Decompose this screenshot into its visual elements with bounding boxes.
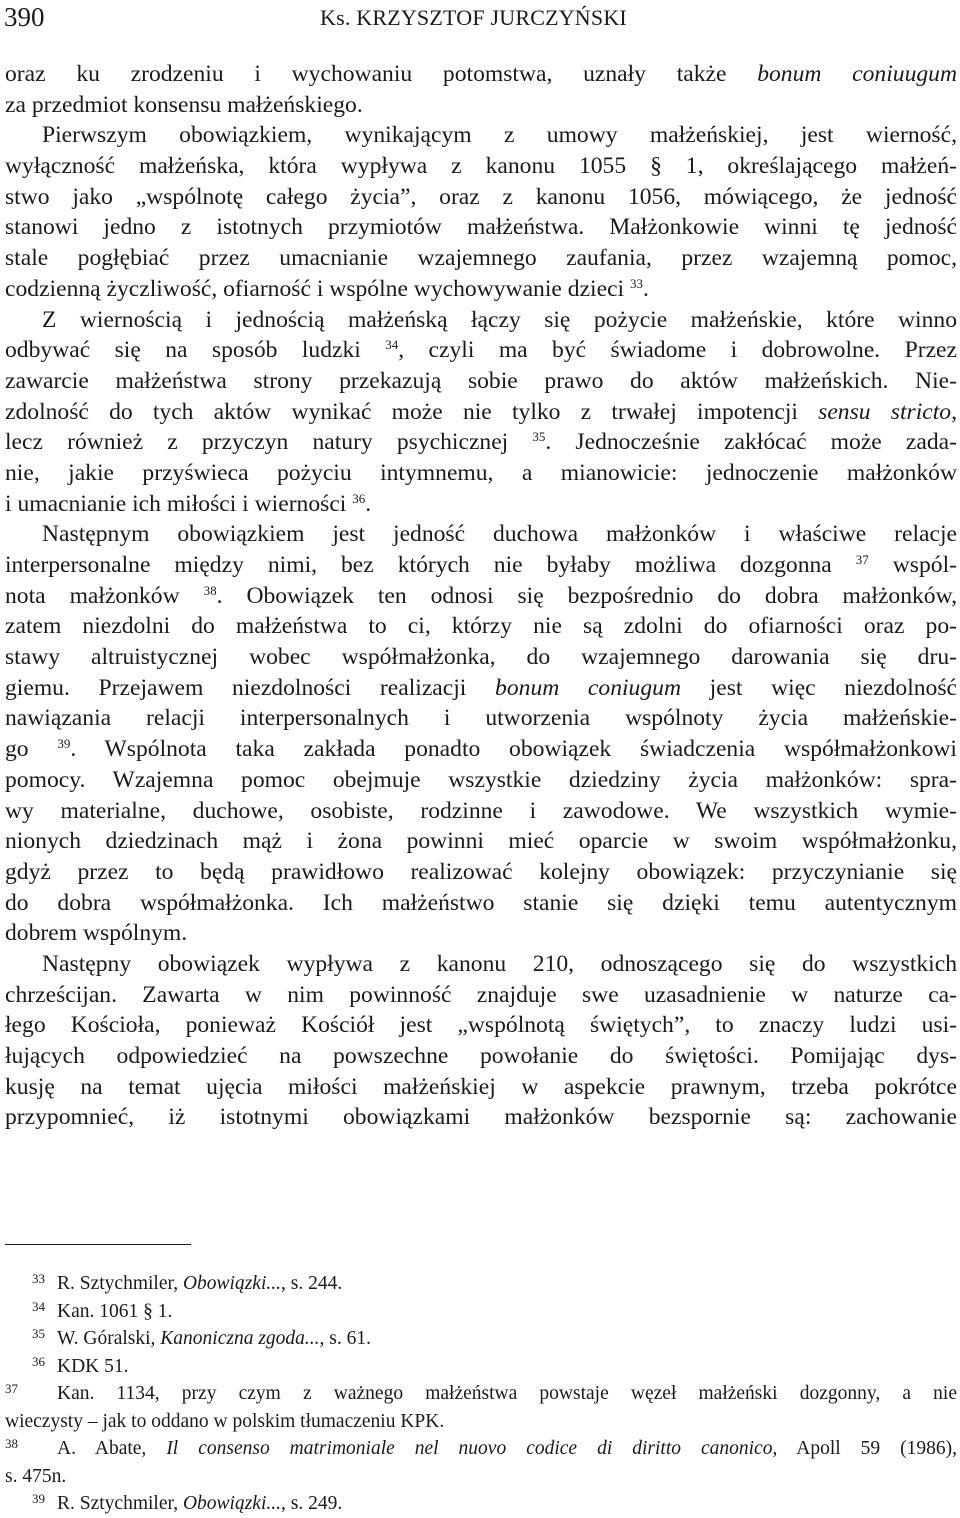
text-line: chrześcijan. Zawarta w nim powinność znajduje swe uzasadnienie w naturze ca-	[5, 981, 957, 1008]
text-run: , s. 61.	[319, 1328, 372, 1349]
italic-title: Il consenso matrimoniale nel nuovo codice di diritto canonico	[166, 1438, 773, 1459]
text-line: kusję na temat ujęcia miłości małżeńskiej w aspekcie prawnym, trzeba pokrótce	[5, 1073, 957, 1100]
footnote-ref: 38	[203, 582, 217, 598]
text-run: i umacnianie ich miłości i wierności	[5, 490, 347, 517]
text-line: nawiązania relacji interpersonalnych i utworzenia wspólnoty życia małżeńskie-	[5, 705, 957, 732]
italic-term: bonum coniugum	[495, 674, 681, 701]
footnote-37-cont: wieczysty – jak to oddano w polskim tłumaczeniu KPK.	[5, 1410, 445, 1432]
body-text	[5, 59, 957, 1133]
text-line: stanowi jedno z istotnych przymiotów małżeństwa. Małżonkowie winni tę jedność	[5, 214, 957, 241]
text-run: interpersonalne między nimi, bez których nie byłaby możliwa dozgonna	[5, 552, 832, 578]
text-run: , s. 244.	[281, 1273, 343, 1294]
text-line	[5, 489, 957, 520]
text-line	[5, 427, 957, 458]
text-line	[5, 550, 957, 581]
text-line	[5, 274, 957, 305]
text-line: przypomnieć, iż istotnymi obowiązkami małżonków bezspornie są: zachowanie	[5, 1104, 957, 1131]
italic-title: Kanoniczna zgoda...	[160, 1328, 320, 1349]
text-run: , s. 249.	[281, 1493, 343, 1514]
text-run: odbywać się na sposób ludzki	[5, 337, 361, 364]
text-line: Z wiernością i jednością małżeńską łączy się pożycie małżeńskie, które winno	[42, 306, 957, 333]
text-run: .	[365, 490, 372, 517]
text-run: Kan. 1134, przy czym z ważnego małżeństwa powstaje węzeł małżeński dozgonny, a nie	[57, 1383, 957, 1404]
footnote-ref: 36	[352, 490, 366, 506]
running-head: Ks. KRZYSZTOF JURCZYŃSKI	[320, 5, 627, 30]
text-line: pomocy. Wzajemna pomoc obejmuje wszystkie dziedziny życia małżonków: spra-	[5, 766, 957, 793]
text-run: jest więc niezdolność	[709, 674, 957, 701]
text-run: .	[643, 275, 649, 302]
text-line	[5, 734, 957, 765]
footnote-ref: 34	[385, 337, 399, 353]
text-run: wspól-	[868, 552, 957, 578]
text-run: KDK 51.	[57, 1355, 129, 1377]
text-run: . Wspólnota taka zakłada ponadto obowiązek świadczenia współmałżonkowi	[70, 736, 957, 763]
text-run: oraz ku zrodzeniu i wychowaniu potomstwa, uznały także	[5, 61, 727, 87]
text-run: zdolność do tych aktów wynikać może nie tylko z trwałej impotencji	[5, 398, 798, 425]
text-run: , Apoll 59 (1986),	[772, 1438, 957, 1459]
text-run: Kan. 1061 § 1.	[57, 1300, 173, 1322]
text-run: go	[5, 736, 29, 763]
text-line: nie, jakie przyświeca pożyciu intymnemu, a mianowicie: jednoczenie małżonków	[5, 459, 957, 486]
text-run: giemu. Przejawem niezdolności realizacji	[5, 674, 467, 701]
footnote-39: 39 R. Sztychmiler, Obowiązki..., s. 249.	[32, 1491, 343, 1514]
italic-title: Obowiązki...	[182, 1273, 281, 1294]
text-line: wyłączność małżeńska, która wypływa z kanonu 1055 § 1, określającego małżeń-	[5, 153, 957, 180]
text-line: stawy altruistycznej wobec współmałżonka, do wzajemnego darowania się dru-	[5, 644, 957, 671]
text-run: . Obowiązek ten odnosi się bezpośrednio do dobra małżonków,	[216, 582, 958, 609]
text-run: . Jednocześnie zakłócać może zada-	[545, 429, 957, 456]
text-run: R. Sztychmiler,	[57, 1493, 179, 1514]
footnote-36: 36 KDK 51.	[32, 1353, 129, 1377]
text-line: gdyż przez to będą prawidłowo realizować kolejny obowiązek: przyczynianie się	[5, 858, 957, 885]
text-run: nota małżonków	[5, 582, 180, 609]
text-line: zawarcie małżeństwa strony przekazują sobie prawo do aktów małżeńskich. Nie-	[5, 367, 957, 394]
text-line	[5, 673, 957, 704]
text-line: Pierwszym obowiązkiem, wynikającym z umowy małżeńskiej, jest wierność,	[42, 122, 957, 149]
footnote-ref: 39	[57, 736, 71, 752]
footnotes	[5, 1270, 957, 1518]
footnote-ref: 35	[532, 429, 546, 445]
footnote-separator	[5, 1244, 191, 1245]
text-line: do dobra współmałżonka. Ich małżeństwo stanie się dzięki temu autentycznym	[5, 889, 957, 916]
text-run: ,	[951, 398, 957, 425]
text-run: lecz również z przyczyn natury psychicznej	[5, 429, 509, 456]
text-run: A. Abate,	[57, 1438, 147, 1459]
text-line: nionych dziedzinach mąż i żona powinni mieć oparcie w swoim współmałżonku,	[5, 828, 957, 855]
page-number: 390	[4, 2, 45, 32]
text-line: zatem niezdolni do małżeństwa to ci, którzy nie są zdolni do ofiarności oraz po-	[5, 613, 957, 640]
text-line: łujących odpowiedzieć na powszechne powołanie do świętości. Pomijając dys-	[5, 1043, 957, 1069]
footnote-38-cont: s. 475n.	[5, 1465, 67, 1487]
text-line: za przedmiot konsensu małżeńskiego.	[5, 91, 363, 118]
footnote-38: 38 A. Abate, Il consenso matrimoniale nel nuovo codice di diritto canonico, Apoll 59 (1986),	[5, 1436, 957, 1459]
italic-term: bonum coniuugum	[757, 61, 957, 87]
footnote-37: 37 Kan. 1134, przy czym z ważnego małżeństwa powstaje węzeł małżeński dozgonny, a nie	[5, 1381, 957, 1404]
text-line: wy materialne, duchowe, osobiste, rodzinne i zawodowe. We wszystkich wymie-	[5, 797, 957, 824]
footnote-34: 34 Kan. 1061 § 1.	[32, 1298, 173, 1322]
italic-title: Obowiązki...	[182, 1493, 281, 1514]
text-run: W. Góralski,	[57, 1328, 156, 1349]
text-line	[5, 59, 957, 90]
text-line: Następnym obowiązkiem jest jedność duchowa małżonków i właściwe relacje	[42, 521, 957, 548]
text-line: stale pogłębiać przez umacnianie wzajemnego zaufania, przez wzajemną pomoc,	[5, 245, 957, 272]
text-run: , czyli ma być świadome i dobrowolne. Przez	[398, 337, 957, 364]
text-run: codzienną życzliwość, ofiarność i wspólne wychowywanie dzieci	[5, 275, 625, 302]
text-line	[5, 335, 957, 366]
text-run: R. Sztychmiler,	[57, 1273, 179, 1294]
footnote-ref: 33	[630, 275, 644, 291]
text-line: stwo jako „wspólnotę całego życia”, oraz z kanonu 1056, mówiącego, że jedność	[5, 183, 957, 210]
text-line	[5, 581, 957, 612]
text-line: łego Kościoła, ponieważ Kościół jest „wspólnotą świętych”, to znaczy ludzi usi-	[5, 1012, 957, 1039]
text-line: dobrem wspólnym.	[5, 920, 188, 947]
footnote-35: 35 W. Góralski, Kanoniczna zgoda..., s. 61.	[32, 1326, 372, 1349]
footnote-33: 33 R. Sztychmiler, Obowiązki..., s. 244.	[32, 1271, 343, 1294]
text-line: Następny obowiązek wypływa z kanonu 210, odnoszącego się do wszystkich	[42, 950, 957, 977]
text-line	[5, 397, 957, 428]
italic-term: sensu stricto	[818, 398, 952, 425]
footnote-ref: 37	[855, 552, 869, 567]
